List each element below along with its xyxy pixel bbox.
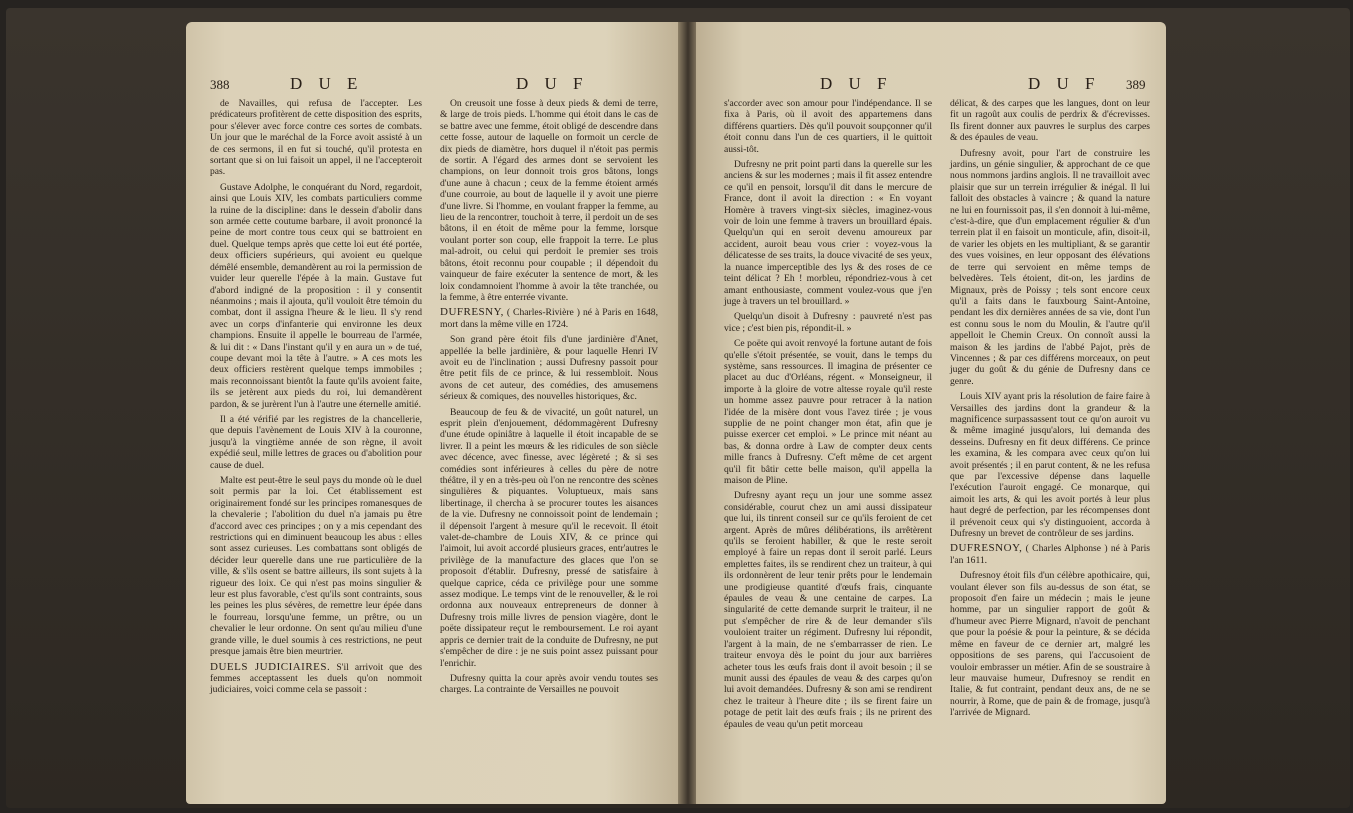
- paragraph: [440, 673, 658, 696]
- paragraph-text: s'accorder avec son amour pour l'indépendance. Il se fixa à Paris, où il avoit des appartemens dans différens quartiers. Dès qu'il pouvoit soupçonner qu'il étoit connu dans l'un de ces quartiers, il le quittoit aussi-tôt.: [724, 98, 932, 155]
- right-running-head: [696, 74, 1166, 98]
- paragraph-text: Dufresnoy étoit fils d'un célèbre apothicaire, qui, voulant élever son fils au-dessus de son état, se proposoit d'en faire un médecin ; mais le jeune homme, par un singulier rapport de goût & d'humeur avec Pierre Mignard, n'avoit de penchant que pour la poésie & pour la peinture, & se décida même en faveur de ce dernier art, malgré les oppositions de ses parens, qui l'accusoient de vouloir embrasser un métier. Afin de se soustraire à leur mauvaise humeur, Dufresnoy se rendit en Italie, & fut contraint, pendant deux ans, de ne se nourrir, à Rome, que de pain & de fromage, jusqu'à l'arrivée de Mignard.: [950, 570, 1150, 719]
- paragraph: [210, 475, 422, 658]
- running-head-left: D U F: [820, 74, 893, 93]
- paragraph: [440, 98, 658, 303]
- paragraph-text: Quelqu'un disoit à Dufresny : pauvreté n'est pas vice ; c'est bien pis, répondit-il. »: [724, 311, 932, 334]
- paragraph: [950, 570, 1150, 718]
- paragraph-text: ( Charles-Rivière ) né à Paris en 1648, mort dans la même ville en 1724.: [440, 307, 658, 330]
- paragraph-text: Gustave Adolphe, le conquérant du Nord, regardoit, ainsi que Louis XIV, les combats particuliers comme la ruine de la discipline: dans le dessein d'abolir dans son armée cette coutume barbare, il avoit prononcé la peine de mort contre tous ceux qui se battroient en duel. Quelque temps après que cette loi eut été portée, deux officiers supérieurs, qui avoient eu quelque démêlé ensemble, demandèrent au roi la permission de vuider leur querelle l'épée à la main. Gustave fut d'abord indigné de la proposition : il y consentit néanmoins ; mais il ajouta, qu'il vouloit être témoin du combat, dont il assigna l'heure & le lieu. Il s'y rend avec un corps d'infanterie qui environne les deux champions. Ensuite il appelle le bourreau de l'armée, & lui dit : « Dans l'instant qu'il y en aura un » de tué, coupe devant moi la tête à l'autre. » A ces mots les deux officiers restèrent quelque temps immobiles ; mais reconnoissant bientôt la faute qu'ils avoient faite, ils se jetèrent aux pieds du roi, lui demandèrent pardon, & se jurèrent l'un à l'autre une éternelle amitié.: [210, 181, 422, 410]
- paragraph: [210, 98, 422, 178]
- paragraph: [210, 182, 422, 410]
- paragraph: [950, 391, 1150, 539]
- book-gutter: [678, 22, 698, 804]
- paragraph-text: Malte est peut-être le seul pays du monde où le duel soit permis par la loi. Cet établissement est originairement fondé sur les principes romanesques de la chevalerie ; l'abolition du duel n'a jamais pu être d'accord avec ces principes ; on y a mis cependant des restrictions qui en diminuent beaucoup les abus : elles sont assez curieuses. Les combattans sont obligés de décider leur querelle dans une rue particulière de la ville, & s'ils osent se battre ailleurs, ils sont sujets à la rigueur des loix. Ce qui n'est pas moins singulier & leur est plus favorable, c'est qu'ils sont contraints, sous les peines les plus sévères, de remettre leur épée dans le fourreau, lorsqu'une femme, un prêtre, ou un chevalier le leur ordonne. On sent qu'au milieu d'une grande ville, le duel soumis à ces restrictions, ne peut presque jamais être bien meurtrier.: [210, 475, 422, 658]
- entry-headword: DUFRESNY,: [440, 306, 504, 319]
- left-running-head: [186, 74, 680, 98]
- right-column-1: [724, 98, 932, 734]
- paragraph: [724, 159, 932, 307]
- paragraph-text: délicat, & des carpes que les langues, dont on leur fit un ragoût aux coulis de perdrix & d'écrevisses. Ils firent donner aux pauvres le surplus des carpes & des épaules de veau.: [950, 98, 1150, 144]
- paragraph: [724, 311, 932, 334]
- paragraph-text: Dufresny quitta la cour après avoir vendu toutes ses charges. La contrainte de Versailles ne pouvoit: [440, 672, 658, 696]
- paragraph-text: On creusoit une fosse à deux pieds & demi de terre, & large de trois pieds. L'homme qui étoit dans le cas de se battre avec une femme, étoit obligé de descendre dans cette fosse, autour de laquelle on formoit un cercle de dix pieds de diamètre, hors duquel il n'étoit pas permis de sortir. A l'égard des armes dont se servoient les champions, on leur donnoit trois gros bâtons, longs d'une aune à chacun ; ceux de la femme étoient armés d'une courroie, au bout de laquelle il y avoit une pierre d'une livre. Si l'homme, en voulant frapper la femme, au lieu de la rencontrer, touchoit à terre, il perdoit un de ses bâtons, il en étoit de même pour la femme, lorsque voulant porter son coup, elle frappoit la terre. Le plus mal-adroit, ou celui qui perdoit le premier ses trois bâtons, étoit reconnu pour coupable ; il dépendoit du vainqueur de faire exécuter la sentence de mort, & les loix condamnoient l'homme à avoir la tête tranchée, ou la femme, à être enterrée vivante.: [440, 98, 658, 303]
- paragraph-text: ( Charles Alphonse ) né à Paris l'an 1611.: [950, 543, 1150, 566]
- paragraph-text: Dufresny ne prit point parti dans la querelle sur les anciens & sur les modernes ; mais il fit assez entendre ce qu'il en pensoit, lorsqu'il dit dans le mercure de France, dont il avoit la direction : « En voyant Homère à travers vingt-six siècles, imaginez-vous voir de loin une femme à travers un brouillard épais. Quelqu'un qui en seroit devenu amoureux par accident, auroit beau vous crier : voyez-vous la délicatesse de ses traits, la douce vivacité de ses yeux, la nuance imperceptible des lys & des roses de ce teint délicat ? Eh ! morbleu, répondriez-vous à cet amant enthousiaste, comment voulez-vous que j'en juge à travers un tel brouillard. »: [724, 159, 932, 307]
- paragraph: [724, 338, 932, 486]
- left-column-2: [440, 98, 658, 700]
- left-page: [186, 22, 680, 804]
- entry-headword: DUFRESNOY,: [950, 542, 1023, 555]
- page-number: 388: [210, 77, 230, 92]
- running-head-right: D U F: [1028, 74, 1101, 93]
- dictionary-entry: [440, 307, 658, 330]
- right-column-2: [950, 98, 1150, 723]
- paragraph: [724, 98, 932, 155]
- dictionary-entry: [210, 662, 422, 696]
- dictionary-entry: [950, 543, 1150, 566]
- paragraph: [440, 334, 658, 402]
- paragraph: [950, 98, 1150, 144]
- book-spread: [6, 8, 1350, 808]
- paragraph-text: Il a été vérifié par les registres de la chancellerie, que depuis l'avènement de Louis XIV à la couronne, jusqu'à la vingtième année de son règne, il avoit expédié seul, mille lettres de graces ou d'abolition pour cause de duel.: [210, 413, 422, 471]
- paragraph-text: S'il arrivoit que des femmes acceptassent les duels qu'on nommoit judiciaires, voici comme cela se passoit :: [210, 661, 422, 696]
- paragraph-text: Ce poëte qui avoit renvoyé la fortune autant de fois qu'elle s'étoit présentée, se vouit, dans le temps du système, sans ressources. Il imagina de présenter ce placet au duc d'Orléans, régent. « Monseigneur, il importe à la gloire de votre altesse royale qu'il reste un homme assez pauvre pour retracer à la nation l'idée de la misère dont vous l'avez tirée ; je vous supplie de ne point changer mon état, afin que je puisse exercer cet emploi. » Le prince mit néant au bas, & donna ordre à Law de compter deux cents mille francs à Dufresny. C'eft même de cet argent qu'il fit bâtir cette belle maison, qu'il appella la maison de Pline.: [724, 338, 932, 486]
- paragraph-text: Dufresny avoit, pour l'art de construire les jardins, un génie singulier, & approchant de ce que nous nommons jardins anglois. Il ne travailloit avec plaisir que sur un terrein irrégulier & inégal. Il lui falloit des obstacles à vaincre ; & quand la nature ne lui en fournissoit pas, il s'en donnoit à lui-même, c'est-à-dire, que d'un emplacement régulier & d'un terrein plat il en faisoit un monticule, afin, disoit-il, de varier les objets en les multipliant, & se garantir des vues voisines, en leur opposant des élévations de terre qui servoient en même temps de belvedères. Tels étoient, dit-on, les jardins de Mignaux, près de Poissy ; tels sont encore ceux qu'il a faits dans le fauxbourg Saint-Antoine, pendant les dix dernières années de sa vie, dont l'un est connu sous le nom du Moulin, & l'autre qu'il appelloit le Chemin Creux. On connoît aussi la maison & les jardins de l'abbé Pajot, près de Vincennes ; & par ces différens morceaux, on peut juger du goût & du génie de Dufresny dans ce genre.: [950, 147, 1150, 387]
- left-column-1: [210, 98, 422, 700]
- entry-headword: DUELS JUDICIAIRES.: [210, 660, 331, 673]
- paragraph-text: de Navailles, qui refusa de l'accepter. Les prédicateurs profitèrent de cette disposition des esprits, pour s'élever avec force contre ces sortes de combats. Un jour que le maréchal de la Force avoit assisté à un de ces sermons, il en fut si touché, qu'il protesta en sortant que si on lui faisoit un appel, il ne l'accepteroit pas.: [210, 98, 422, 178]
- paragraph: [724, 490, 932, 730]
- running-head-right: D U F: [516, 74, 589, 93]
- paragraph: [440, 407, 658, 669]
- page-number: 389: [1126, 77, 1146, 92]
- running-head-left: D U E: [290, 74, 364, 93]
- paragraph: [210, 414, 422, 471]
- paragraph-text: Dufresny ayant reçu un jour une somme assez considérable, courut chez un ami aussi dissipateur que lui, ils tinrent conseil sur ce qu'ils feroient de cet argent. Après de mûres délibérations, ils arrêtèrent qu'ils se feroient habiller, & que le reste seroit employé à faire un repas dont il seroit parlé. Leurs emplettes faites, ils se rendirent chez un traiteur, à qui ils ordonnèrent de leur tenir prêts pour le lendemain une prodigieuse quantité d'œufs frais, cinquante épaules de veau & une centaine de carpes. La singularité de cette demande surprit le traiteur, il ne put s'empêcher de rire & de leur demander s'ils vouloient traiter un régiment. Dufresny lui répondit, l'argent à la main, de ne s'embarrasser de rien. Le traiteur envoya dès le point du jour aux barrières acheter tous les œufs frais dont il avoit besoin ; il se munit aussi des épaules de veau & des carpes qu'on lui avoit demandées. Dufresny & son ami se rendirent chez le traiteur à l'heure dite ; ils se firent faire un potage de petit lait des œufs frais ; ils ne prirent des épaules de veau qu'un petit morceau: [724, 490, 932, 730]
- paragraph-text: Beaucoup de feu & de vivacité, un goût naturel, un esprit plein d'enjouement, dédommagèrent Dufresny d'une étude opiniâtre à laquelle il étoit incapable de se livrer. Il a peint les mœurs & les ridicules de son siècle avec décence, avec finesse, avec légèreté ; & si ses comédies sont inférieures à celles du père de notre théâtre, il y en a très-peu où l'on ne rencontre des scènes singulières & piquantes. Voluptueux, mais sans libertinage, il chercha à se procurer toutes les aisances de la vie. Dufresny ne connoissoit point de lendemain ; il dépensoit l'argent à mesure qu'il le recevoit. Il étoit valet-de-chambre de Louis XIV, & ce prince qui l'aimoit, lui avoit accordé plusieurs graces, entr'autres le privilège de la manufacture des glaces que l'on se proposoit d'établir. Dufresny, pressé de satisfaire à quelque caprice, céda ce privilège pour une somme assez modique. Le temps vint de le renouveller, & le roi ordonna aux nouveaux entrepreneurs de donner à Dufresny trois mille livres de pension viagère, dont le poëte dissipateur reçut le remboursement. Le roi ayant appris ce dernier trait de la conduite de Dufresny, ne put s'empêcher de dire : je ne suis point assez puissant pour l'enrichir.: [440, 406, 658, 669]
- right-page: [696, 22, 1166, 804]
- paragraph: [950, 148, 1150, 388]
- paragraph-text: Louis XIV ayant pris la résolution de faire faire à Versailles des jardins dont la grandeur & la magnificence surpassassent tout ce qu'on auroit vu & même imaginé jusqu'alors, lui demanda des desseins. Dufresny en fit deux différens. Ce prince les examina, & les compara avec ceux qu'on lui avoit présentés ; il en parut content, & ne les refusa que par l'excessive dépense dans laquelle l'exécution l'auroit engagé. Ce monarque, qui aimoit les arts, & qui les avoit portés à leur plus haut degré de perfection, par les récompenses dont il prévenoit ceux qui s'y distinguoient, accorda à Dufresny un brevet de contrôleur de ses jardins.: [950, 391, 1150, 540]
- paragraph-text: Son grand père étoit fils d'une jardinière d'Anet, appellée la belle jardinière, & pour laquelle Henri IV avoit eu de l'inclination ; aussi Dufresny passoit pour être petit fils de ce prince, & lui ressembloit. Nous avons de cet auteur, des comédies, des amusemens sérieux & comiques, des nouvelles historiques, &c.: [440, 334, 658, 403]
